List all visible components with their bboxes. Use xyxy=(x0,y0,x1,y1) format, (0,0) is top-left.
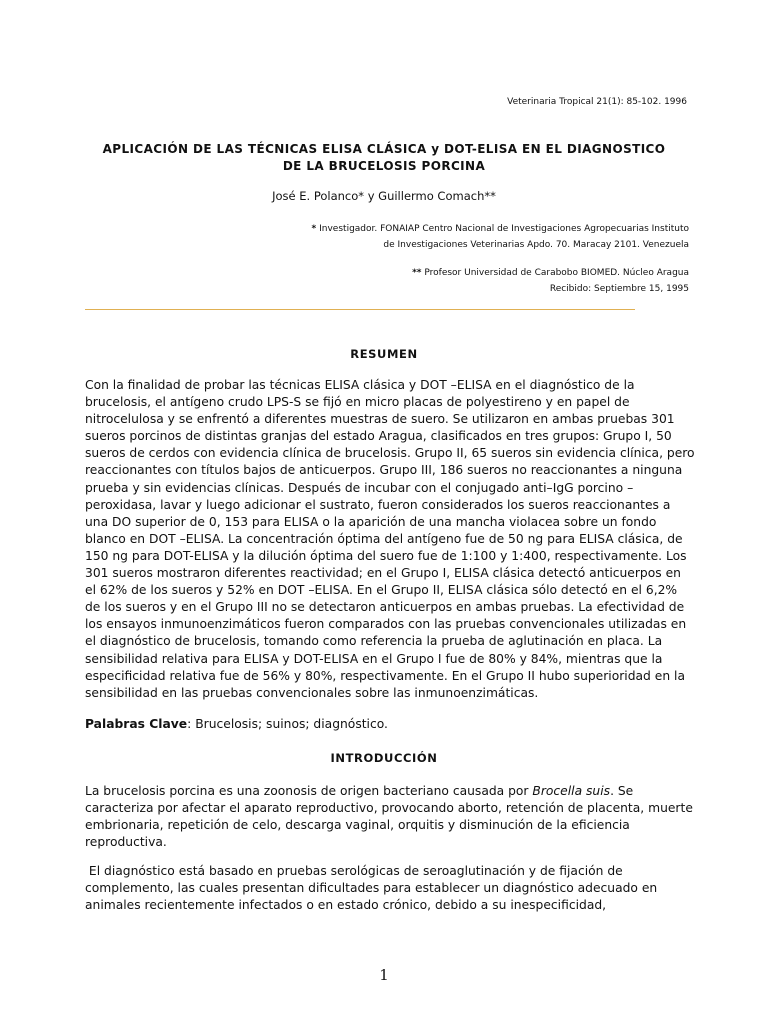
affiliation-2 xyxy=(412,265,689,297)
keywords-label: Palabras Clave xyxy=(85,717,188,731)
affiliation-1-mark: * xyxy=(311,224,317,234)
keywords xyxy=(85,716,695,733)
page-number: 1 xyxy=(379,966,389,984)
journal-reference: Veterinaria Tropical 21(1): 85-102. 1996 xyxy=(507,97,687,107)
affiliation-2-mark: ** xyxy=(412,268,422,278)
section-divider xyxy=(85,309,635,310)
title-line-1: APLICACIÓN DE LAS TÉCNICAS ELISA CLÁSICA y DOT-ELISA EN EL DIAGNOSTICO xyxy=(102,142,666,156)
intro-p1-after: . Se caracteriza por afectar el aparato reproductivo, provocando aborto, retención de placenta, muerte embrionaria, repetición de celo, descarga vaginal, orquitis y disminución de la eficiencia reproductiva. xyxy=(85,784,693,850)
affiliation-2-line-1: Profesor Universidad de Carabobo BIOMED. Núcleo Aragua xyxy=(424,268,689,278)
title-line-2: DE LA BRUCELOSIS PORCINA xyxy=(282,159,486,173)
introduction-heading: INTRODUCCIÓN xyxy=(330,751,438,765)
keywords-text: : Brucelosis; suinos; diagnóstico. xyxy=(187,717,388,731)
species-name: Brocella suis xyxy=(532,784,611,798)
article-title xyxy=(70,141,698,175)
intro-p2-text: El diagnóstico está basado en pruebas serológicas de seroaglutinación y de fijación de complemento, las cuales presentan dificultades para establecer un diagnóstico adecuado en animales recientemente infectados o en estado crónico, debido a su inespecificidad, xyxy=(85,864,658,913)
abstract-text: Con la finalidad de probar las técnicas ELISA clásica y DOT –ELISA en el diagnóstico de la brucelosis, el antígeno crudo LPS-S se fijó en micro placas de polyestireno y en papel de nitrocelulosa y se enfrentó a diferentes muestras de suero. Se utilizaron en ambas pruebas 301 sueros porcinos de distintas granjas del estado Aragua, clasificados en tres grupos: Grupo I, 50 sueros de cerdos con evidencia clínica de brucelosis. Grupo II, 65 sueros sin evidencia clínica, pero reaccionantes con títulos bajos de anticuerpos. Grupo III, 186 sueros no reaccionantes a ninguna prueba y sin evidencias clínicas. Después de incubar con el conjugado anti–IgG porcino –peroxidasa, lavar y luego adicionar el sustrato, fueron considerados los sueros reaccionantes a una DO superior de 0, 153 para ELISA o la aparición de una mancha violacea sobre un fondo blanco en DOT –ELISA. La concentración óptima del antígeno fue de 50 ng para ELISA clásica, de 150 ng para DOT-ELISA y la dilución óptima del suero fue de 1:100 y 1:400, respectivamente. Los 301 sueros mostraron diferentes reactividad; en el Grupo I, ELISA clásica detectó anticuerpos en el 62% de los sueros y 52% en DOT –ELISA. En el Grupo II, ELISA clásica sólo detectó en el 6,2% de los sueros y en el Grupo III no se detectaron anticuerpos en ambas pruebas. La efectividad de los ensayos inmunoenzimáticos fueron comparados con las pruebas convencionales utilizadas en el diagnóstico de brucelosis, tomando como referencia la prueba de aglutinación en placa. La sensibilidad relativa para ELISA y DOT-ELISA en el Grupo I fue de 80% y 84%, mientras que la especificidad relativa fue de 56% y 80%, respectivamente. En el Grupo II hubo superioridad en la sensibilidad en las pruebas convencionales sobre las inmunoenzimáticas. xyxy=(85,378,695,700)
affiliation-1-line-1: Investigador. FONAIAP Centro Nacional de Investigaciones Agropecuarias Instituto xyxy=(319,224,689,234)
introduction-paragraph-2 xyxy=(85,863,695,914)
affiliation-1-line-2: de Investigaciones Veterinarias Apdo. 70. Maracay 2101. Venezuela xyxy=(383,240,689,250)
intro-p1-before: La brucelosis porcina es una zoonosis de origen bacteriano causada por xyxy=(85,784,533,798)
abstract-heading: RESUMEN xyxy=(350,347,418,361)
affiliation-1 xyxy=(312,221,689,253)
introduction-paragraph-1 xyxy=(85,783,695,851)
authors: José E. Polanco* y Guillermo Comach** xyxy=(272,189,496,203)
received-date: Recibido: Septiembre 15, 1995 xyxy=(549,284,689,294)
